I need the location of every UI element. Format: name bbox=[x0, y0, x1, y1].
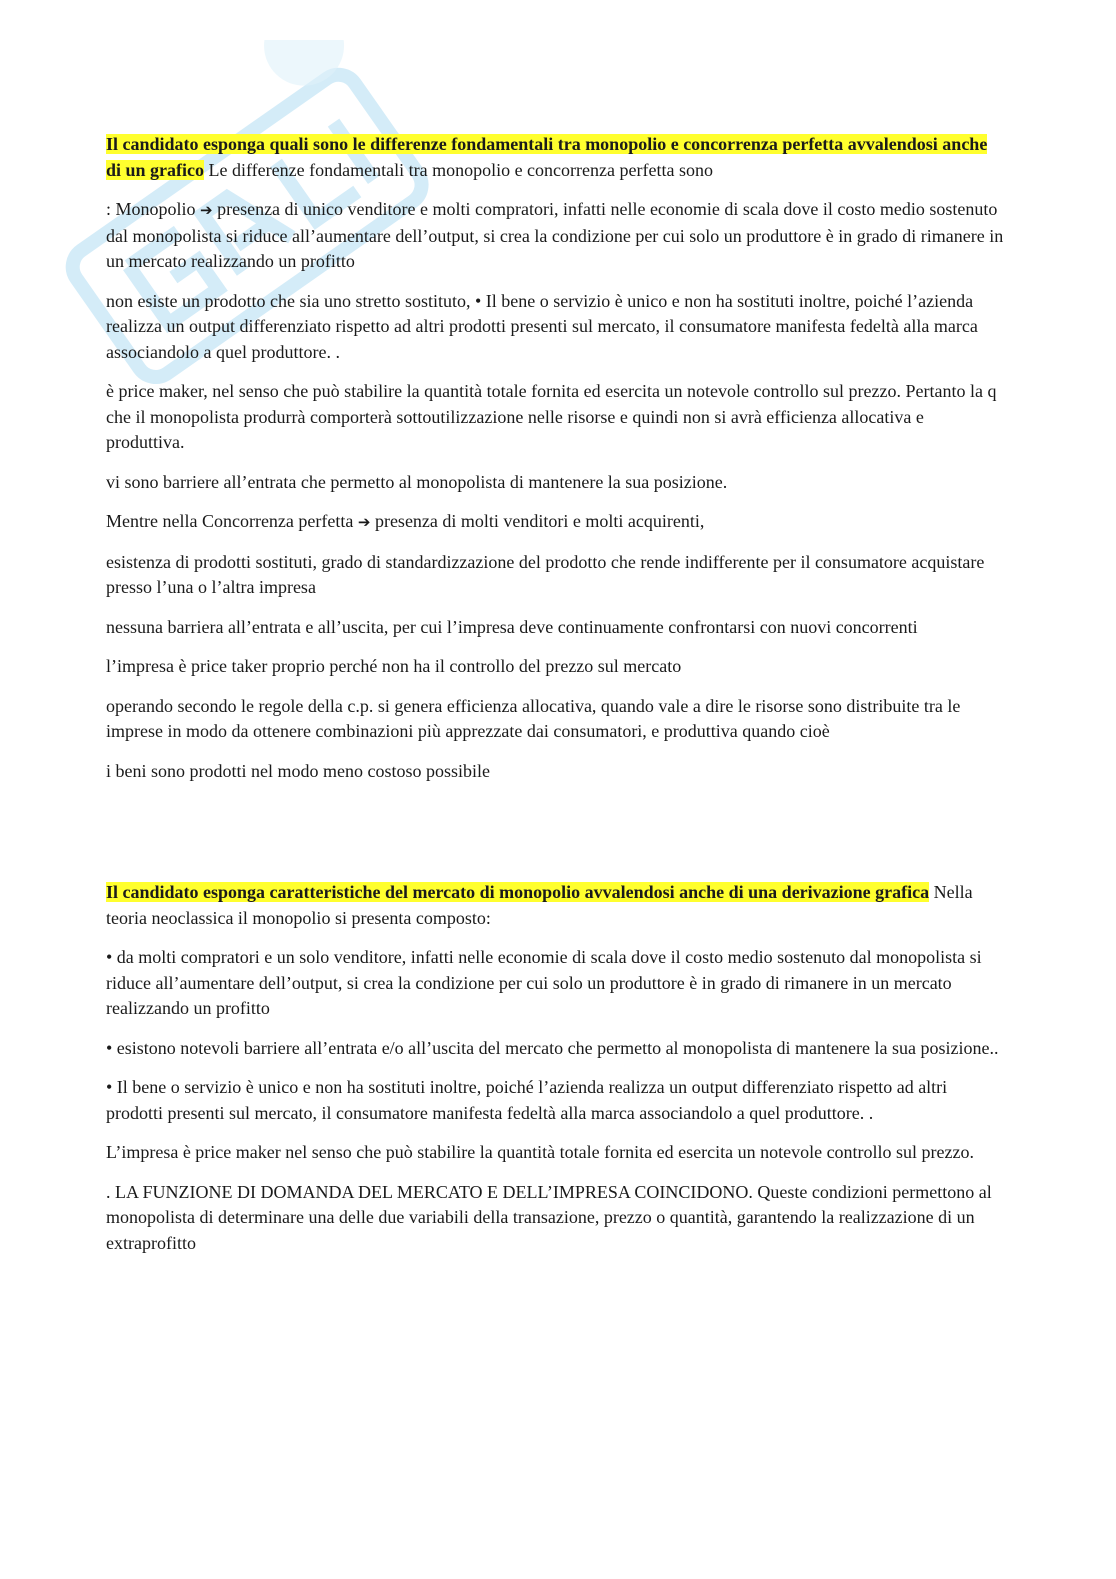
section-2-paragraph-4: L’impresa è price maker nel senso che può stabilire la quantità totale fornita ed esercita un notevole controllo sul prezzo. bbox=[106, 1142, 975, 1162]
section-2-paragraph-2: • esistono notevoli barriere all’entrata e/o all’uscita del mercato che permetto al monopolista di mantenere la sua posizione.. bbox=[106, 1037, 999, 1058]
section-2-heading: Il candidato esponga caratteristiche del mercato di monopolio avvalendosi anche di una derivazione grafica bbox=[106, 882, 930, 902]
arrow-right-icon: ➔ bbox=[357, 513, 371, 531]
document-body bbox=[106, 132, 1006, 1270]
section-1-p5-label: Mentre nella Concorrenza perfetta bbox=[106, 511, 358, 531]
section-1-heading: Il candidato esponga quali sono le differenze fondamentali tra monopolio e concorrenza perfetta avvalendosi anche di un grafico bbox=[106, 134, 988, 180]
section-2-paragraph-5: . LA FUNZIONE DI DOMANDA DEL MERCATO E DELL’IMPRESA COINCIDONO. Queste condizioni permettono al monopolista di determinare una delle due variabili della transazione, prezzo o quantità, garantendo la realizzazione di un extraprofitto bbox=[106, 1181, 992, 1253]
section-2-intro: Nella teoria neoclassica il monopolio si presenta composto: bbox=[106, 882, 973, 928]
section-spacer bbox=[106, 798, 1006, 880]
section-1-p5-text: presenza di molti venditori e molti acquirenti, bbox=[370, 511, 705, 531]
section-1-intro: Le differenze fondamentali tra monopolio e concorrenza perfetta sono bbox=[204, 159, 713, 180]
section-1-paragraph-8: l’impresa è price taker proprio perché non ha il controllo del prezzo sul mercato bbox=[106, 656, 682, 676]
section-1-paragraph-7: nessuna barriera all’entrata e all’uscita, per cui l’impresa deve continuamente confrontarsi con nuovi concorrenti bbox=[106, 616, 918, 637]
section-2-paragraph-heading bbox=[106, 880, 1006, 931]
section-1-paragraph-3: è price maker, nel senso che può stabilire la quantità totale fornita ed esercita un notevole controllo sul prezzo. Pertanto la q che il monopolista produrrà comporterà sottoutilizzazione nelle risorse e quindi non si avrà efficienza allocativa e produttiva. bbox=[106, 381, 997, 452]
section-2-paragraph-1: • da molti compratori e un solo venditore, infatti nelle economie di scala dove il costo medio sostenuto dal monopolista si riduce all’aumentare dell’output, si crea la condizione per cui solo un produttore è in grado di rimanere in un mercato realizzando un profitto bbox=[106, 947, 982, 1018]
section-1-p1-text: presenza di unico venditore e molti compratori, infatti nelle economie di scala dove il costo medio sostenuto dal monopolista si riduce all’aumentare dell’output, si crea la condizione per cui solo un produttore è in grado di rimanere in un mercato realizzando un profitto bbox=[106, 199, 1004, 271]
section-1-paragraph-6: esistenza di prodotti sostituti, grado di standardizzazione del prodotto che rende indifferente per il consumatore acquistare presso l’una o l’altra impresa bbox=[106, 551, 985, 597]
section-1-paragraph-1 bbox=[106, 197, 1006, 275]
section-2-paragraph-3: • Il bene o servizio è unico e non ha sostituti inoltre, poiché l’azienda realizza un output differenziato rispetto ad altri prodotti presenti sul mercato, il consumatore manifesta fedeltà alla marca associandolo a quel produttore. . bbox=[106, 1077, 948, 1123]
section-1-paragraph-2: non esiste un prodotto che sia uno stretto sostituto, • Il bene o servizio è unico e non ha sostituti inoltre, poiché l’azienda realizza un output differenziato rispetto ad altri prodotti presenti sul mercato, il consumatore manifesta fedeltà alla marca associandolo a quel produttore. . bbox=[106, 290, 978, 362]
section-1-paragraph-4: vi sono barriere all’entrata che permetto al monopolista di mantenere la sua posizione. bbox=[106, 471, 728, 492]
section-1-paragraph-9: operando secondo le regole della c.p. si genera efficienza allocativa, quando vale a dire le risorse sono distribuite tra le imprese in modo da ottenere combinazioni più apprezzate dai consumatori, e produttiva quando cioè bbox=[106, 695, 961, 741]
section-1-p1-label: : Monopolio bbox=[106, 199, 201, 219]
arrow-right-icon: ➔ bbox=[200, 201, 213, 219]
section-1-paragraph-10: i beni sono prodotti nel modo meno costoso possibile bbox=[106, 760, 490, 781]
section-1-paragraph-heading bbox=[106, 132, 1006, 183]
section-1-paragraph-5 bbox=[106, 509, 1006, 536]
